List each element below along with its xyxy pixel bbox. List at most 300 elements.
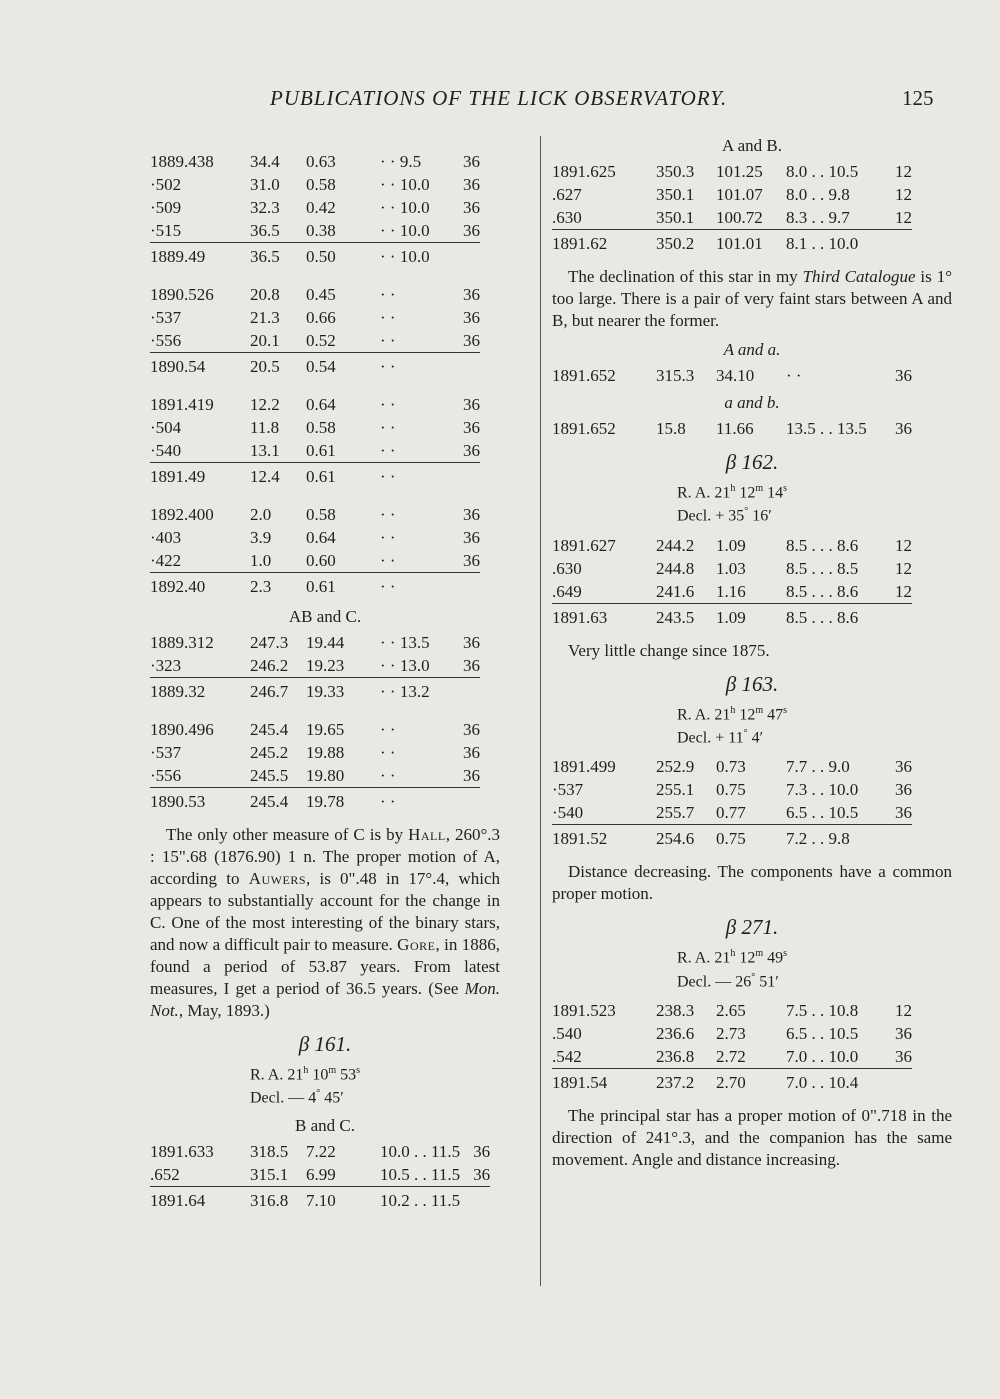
cell-dist: 7.10 xyxy=(306,1186,380,1215)
table-row xyxy=(552,206,912,230)
unit: h xyxy=(730,483,736,494)
cell-angle: 246.7 xyxy=(250,678,306,707)
table-row xyxy=(150,393,480,416)
cell-date: 1889.49 xyxy=(150,243,250,272)
page-number: 125 xyxy=(902,86,934,110)
cell-angle: 245.4 xyxy=(250,720,289,739)
ra-minutes: 12 xyxy=(739,705,756,723)
dec-minutes: 16′ xyxy=(752,507,772,525)
cell-date: 1890.526 xyxy=(150,285,214,304)
cell-angle: 350.2 xyxy=(656,230,716,259)
cell-ap: 36 xyxy=(895,1023,912,1043)
ra-minutes: 12 xyxy=(739,949,756,967)
cell-mag: · · xyxy=(380,551,396,570)
cell-angle: 315.3 xyxy=(656,366,695,385)
cell-dist: 0.58 xyxy=(306,175,336,194)
cell-ap xyxy=(882,825,912,854)
table-row xyxy=(150,654,480,678)
cell-ap xyxy=(450,573,480,602)
cell-dist: 0.75 xyxy=(716,780,746,800)
right-ascension xyxy=(677,479,827,502)
text: is 1° too large. There is a pair of very faint stars between A and B, but nearer the former. xyxy=(552,267,952,330)
cell-dist: 0.61 xyxy=(306,573,380,602)
cell-dist: 0.66 xyxy=(306,308,336,327)
beta-162-position xyxy=(677,479,827,526)
third-catalogue: Third Catalogue xyxy=(802,267,916,286)
measures-table-beta-161 xyxy=(150,1140,490,1215)
cell-mag: · · xyxy=(380,463,450,492)
table-row xyxy=(150,718,480,741)
cell-mag: · · xyxy=(380,353,450,382)
cell-angle: 350.3 xyxy=(656,162,695,181)
cell-date: 1891.64 xyxy=(150,1186,250,1215)
dec-minutes: 51′ xyxy=(759,972,779,990)
cell-dist: 0.63 xyxy=(306,152,336,171)
cell-angle: 236.8 xyxy=(656,1046,695,1066)
table-row xyxy=(150,526,480,549)
cell-date: .652 xyxy=(150,1164,180,1184)
cell-mag: 7.0 . . 10.0 xyxy=(786,1046,859,1066)
dec-degrees: Decl. + 35 xyxy=(677,507,745,525)
beta-271-note: The principal star has a proper motion of 0".718 in the direction of 241°.3, and the companion has the same movement. Angle and distance increasing. xyxy=(552,1105,952,1169)
cell-dist: 0.75 xyxy=(716,825,786,854)
cell-dist: 101.01 xyxy=(716,230,786,259)
cell-mag: 8.0 . . 10.5 xyxy=(786,162,859,181)
cell-ap: 36 xyxy=(463,766,480,785)
measures-table-ab xyxy=(150,150,480,601)
table-row xyxy=(150,219,480,243)
cell-date: 1891.633 xyxy=(150,1141,214,1161)
cell-angle: 244.2 xyxy=(656,535,695,555)
table-row xyxy=(552,534,912,557)
cell-date: 1892.400 xyxy=(150,505,214,524)
cell-angle: 252.9 xyxy=(656,757,695,777)
beta-163-note: Distance decreasing. The components have a common proper motion. xyxy=(552,862,952,904)
mean-row xyxy=(552,825,912,854)
cell-dist: 0.64 xyxy=(306,528,336,547)
cell-angle: 1.0 xyxy=(250,551,272,570)
table-row xyxy=(552,557,912,580)
cell-mag: · · 9.5 xyxy=(380,152,422,171)
unit: s xyxy=(783,948,788,960)
cell-angle: 243.5 xyxy=(656,603,716,632)
name-auwers: Auwers xyxy=(248,869,306,888)
cell-ap: 36 xyxy=(463,505,480,524)
cell-date: 1890.496 xyxy=(150,720,214,739)
cell-angle: 12.2 xyxy=(250,395,280,414)
a-and-a-heading: A and a. xyxy=(723,340,781,359)
text: , 260°.3 : 15".68 (1876.90) 1 n. The proper motion of A, according to xyxy=(150,825,500,888)
cell-ap: 36 xyxy=(463,656,480,675)
cell-ap: 36 xyxy=(463,331,480,350)
cell-date: ·540 xyxy=(552,803,584,823)
cell-mag: · · 13.0 xyxy=(380,656,430,675)
ra-seconds: 53 xyxy=(340,1066,357,1084)
dec-minutes: 4′ xyxy=(751,729,764,747)
measures-table-beta-163 xyxy=(552,755,912,853)
cell-angle: 254.6 xyxy=(656,825,716,854)
paragraph-c-measures xyxy=(150,824,500,1022)
cell-angle: 238.3 xyxy=(656,1000,695,1020)
measures-table-beta-162 xyxy=(552,534,912,632)
cell-date: ·556 xyxy=(150,331,182,350)
cell-mag: · · xyxy=(380,285,396,304)
mean-row xyxy=(552,603,912,632)
b-and-c-heading: B and C. xyxy=(295,1115,355,1135)
cell-date: 1890.54 xyxy=(150,353,250,382)
cell-ap: 36 xyxy=(463,221,480,240)
cell-mag: · · xyxy=(380,308,396,327)
cell-mag: · · 10.0 xyxy=(380,243,450,272)
cell-date: 1891.63 xyxy=(552,603,656,632)
cell-mag: · · 13.2 xyxy=(380,678,450,707)
dec-degrees: Decl. + 11 xyxy=(677,729,744,747)
table-row xyxy=(552,999,912,1022)
cell-dist: 1.16 xyxy=(716,581,746,601)
table-row xyxy=(150,439,480,463)
cell-ap: 36 xyxy=(895,780,912,800)
cell-angle: 315.1 xyxy=(250,1164,289,1184)
unit: ° xyxy=(751,971,756,983)
cell-dist: 2.70 xyxy=(716,1068,786,1097)
cell-date: 1891.499 xyxy=(552,757,616,777)
cell-mag: 8.5 . . . 8.6 xyxy=(786,535,859,555)
table-row xyxy=(150,196,480,219)
cell-dist: 101.25 xyxy=(716,162,763,181)
cell-date: 1891.652 xyxy=(552,419,616,438)
cell-mag: · · xyxy=(380,743,396,762)
mean-row xyxy=(150,573,480,602)
text: The declination of this star in my xyxy=(568,267,803,286)
right-column xyxy=(552,130,952,1179)
cell-dist: 0.50 xyxy=(306,243,380,272)
cell-angle: 247.3 xyxy=(250,633,289,652)
cell-ap: 12 xyxy=(895,208,912,227)
cell-angle: 20.8 xyxy=(250,285,280,304)
measures-table-beta-271 xyxy=(552,999,912,1097)
cell-angle: 318.5 xyxy=(250,1141,289,1161)
cell-ap: 36 xyxy=(473,1164,491,1184)
beta-161-position xyxy=(250,1061,400,1108)
cell-ap: 36 xyxy=(895,419,912,438)
cell-date: ·509 xyxy=(150,198,182,217)
cell-dist: 19.23 xyxy=(306,656,345,675)
row-gap xyxy=(150,381,480,393)
cell-ap: 12 xyxy=(895,162,912,181)
cell-date: 1890.53 xyxy=(150,788,250,817)
cell-mag: 10.0 . . 11.5 xyxy=(380,1141,461,1161)
cell-dist: 2.72 xyxy=(716,1046,746,1066)
cell-ap: 36 xyxy=(895,366,912,385)
cell-dist: 1.03 xyxy=(716,558,746,578)
row-gap xyxy=(150,491,480,503)
table-row xyxy=(150,329,480,353)
cell-date: ·504 xyxy=(150,418,182,437)
beta-271-position xyxy=(677,944,827,991)
table-row xyxy=(150,1140,490,1163)
cell-dist: 0.54 xyxy=(306,353,380,382)
ra-hours: R. A. 21 xyxy=(677,705,731,723)
cell-date: ·403 xyxy=(150,528,182,547)
ra-minutes: 12 xyxy=(739,484,756,502)
cell-dist: 6.99 xyxy=(306,1164,336,1184)
cell-ap: 36 xyxy=(895,803,912,823)
cell-date: .540 xyxy=(552,1023,582,1043)
cell-mag: · · xyxy=(380,441,396,460)
cell-dist: 19.78 xyxy=(306,788,380,817)
cell-date: .649 xyxy=(552,581,582,601)
cell-dist: 34.10 xyxy=(716,366,755,385)
declination xyxy=(250,1084,400,1107)
cell-ap: 36 xyxy=(895,757,912,777)
table-row xyxy=(150,631,480,654)
ab-and-c-heading: AB and C. xyxy=(288,607,362,626)
cell-dist: 19.88 xyxy=(306,743,345,762)
cell-mag: 10.2 . . 11.5 xyxy=(380,1186,460,1215)
cell-mag: 7.2 . . 9.8 xyxy=(786,825,882,854)
a-and-b-heading: A and B. xyxy=(722,136,782,155)
cell-angle: 2.3 xyxy=(250,573,306,602)
table-row xyxy=(150,283,480,306)
text: The only other measure of C is by xyxy=(166,825,409,844)
cell-mag: · · xyxy=(380,528,396,547)
cell-angle: 255.7 xyxy=(656,803,695,823)
right-ascension xyxy=(677,701,827,724)
journal-mon-not: Mon. Not. xyxy=(150,979,500,1020)
cell-ap: 36 xyxy=(463,743,480,762)
running-title: PUBLICATIONS OF THE LICK OBSERVATORY. xyxy=(270,86,728,110)
cell-mag: 8.1 . . 10.0 xyxy=(786,230,882,259)
table-row xyxy=(552,1045,912,1069)
cell-date: 1889.32 xyxy=(150,678,250,707)
cell-dist: 101.07 xyxy=(716,185,763,204)
beta-162-title: β 162. xyxy=(725,450,779,474)
cell-date: ·556 xyxy=(150,766,182,785)
cell-ap: 36 xyxy=(463,152,480,171)
cell-dist: 19.44 xyxy=(306,633,345,652)
unit: h xyxy=(730,704,736,716)
cell-date: ·515 xyxy=(150,221,182,240)
cell-mag: · · xyxy=(380,788,450,817)
cell-dist: 0.61 xyxy=(306,441,336,460)
cell-angle: 31.0 xyxy=(250,175,280,194)
beta-163-title: β 163. xyxy=(725,671,779,696)
cell-date: ·537 xyxy=(150,743,182,762)
cell-date: 1891.652 xyxy=(552,366,616,385)
cell-ap: 36 xyxy=(463,528,480,547)
cell-mag: · · xyxy=(380,720,396,739)
unit: h xyxy=(730,948,736,960)
cell-angle: 316.8 xyxy=(250,1186,306,1215)
cell-angle: 245.4 xyxy=(250,788,306,817)
table-row xyxy=(552,160,912,183)
cell-ap xyxy=(882,603,912,632)
cell-ap: 36 xyxy=(463,720,480,739)
cell-angle: 350.1 xyxy=(656,185,695,204)
cell-date: 1891.419 xyxy=(150,395,214,414)
cell-ap: 36 xyxy=(473,1141,491,1161)
text: , in 1886, found a period of 53.87 years. From latest measures, I get a period of 36.5 years. (See xyxy=(150,935,500,998)
cell-dist: 1.09 xyxy=(716,603,786,632)
cell-angle: 244.8 xyxy=(656,558,695,578)
cell-date: 1891.62 xyxy=(552,230,656,259)
cell-ap: 12 xyxy=(895,581,912,601)
cell-ap: 36 xyxy=(463,175,480,194)
cell-angle: 20.5 xyxy=(250,353,306,382)
beta-163-position xyxy=(677,701,827,748)
cell-ap xyxy=(450,788,480,817)
cell-mag: · · xyxy=(380,395,396,414)
dec-minutes: 45′ xyxy=(324,1089,344,1107)
beta-162-note: Very little change since 1875. xyxy=(568,640,770,660)
cell-dist: 19.65 xyxy=(306,720,345,739)
table-row xyxy=(552,417,912,440)
cell-ap: 12 xyxy=(895,185,912,204)
mean-row xyxy=(552,1068,912,1097)
cell-dist: 2.65 xyxy=(716,1000,746,1020)
cell-date: ·422 xyxy=(150,551,182,570)
cell-date: ·537 xyxy=(552,780,584,800)
cell-mag: 7.5 . . 10.8 xyxy=(786,1000,859,1020)
cell-mag: · · xyxy=(786,366,802,385)
table-row xyxy=(150,503,480,526)
cell-angle: 237.2 xyxy=(656,1068,716,1097)
ra-hours: R. A. 21 xyxy=(250,1066,304,1084)
cell-ap: 36 xyxy=(463,633,480,652)
ra-seconds: 47 xyxy=(767,705,784,723)
mean-row xyxy=(150,788,480,817)
unit: m xyxy=(755,483,764,494)
cell-ap xyxy=(882,1068,912,1097)
cell-ap: 36 xyxy=(463,418,480,437)
cell-mag: · · 10.0 xyxy=(380,175,430,194)
cell-date: 1891.523 xyxy=(552,1000,616,1020)
cell-dist: 11.66 xyxy=(716,419,754,438)
cell-dist: 2.73 xyxy=(716,1023,746,1043)
cell-dist: 0.73 xyxy=(716,757,746,777)
table-row xyxy=(150,306,480,329)
unit: ° xyxy=(744,506,749,518)
dec-degrees: Decl. — 26 xyxy=(677,972,752,990)
column-divider xyxy=(540,136,541,1286)
cell-dist: 0.60 xyxy=(306,551,336,570)
table-row xyxy=(150,741,480,764)
row-gap xyxy=(150,706,480,718)
dec-degrees: Decl. — 4 xyxy=(250,1089,317,1107)
cell-dist: 0.77 xyxy=(716,803,746,823)
cell-angle: 11.8 xyxy=(250,418,280,437)
cell-mag: · · xyxy=(380,418,396,437)
cell-date: ·502 xyxy=(150,175,182,194)
name-hall: Hall xyxy=(408,825,446,844)
table-row xyxy=(150,150,480,173)
text: , is 0".48 in 17°.4, which appears to substantially account for the change in C. One of the most interesting of the binary stars, and now a difficult pair to measure. xyxy=(150,869,500,954)
cell-dist: 0.64 xyxy=(306,395,336,414)
beta-271-title: β 271. xyxy=(725,915,779,940)
cell-ap: 12 xyxy=(895,1000,912,1020)
unit: h xyxy=(303,1065,309,1076)
row-gap xyxy=(150,271,480,283)
cell-date: 1889.438 xyxy=(150,152,214,171)
declination xyxy=(677,502,827,525)
cell-dist: 0.38 xyxy=(306,221,336,240)
declination xyxy=(677,724,827,747)
cell-ap: 36 xyxy=(895,1046,912,1066)
mean-row xyxy=(552,230,912,259)
cell-angle: 15.8 xyxy=(656,419,686,438)
cell-mag: 8.3 . . 9.7 xyxy=(786,208,850,227)
cell-angle: 32.3 xyxy=(250,198,280,217)
cell-mag: 13.5 . . 13.5 xyxy=(786,419,867,438)
cell-dist: 0.42 xyxy=(306,198,336,217)
cell-mag: 7.0 . . 10.4 xyxy=(786,1068,882,1097)
mean-row xyxy=(150,678,480,707)
table-row xyxy=(552,580,912,604)
cell-ap: 36 xyxy=(463,551,480,570)
right-ascension xyxy=(677,944,827,967)
cell-date: 1892.40 xyxy=(150,573,250,602)
cell-mag: · · 10.0 xyxy=(380,198,430,217)
unit: m xyxy=(755,948,764,960)
cell-mag: 6.5 . . 10.5 xyxy=(786,803,859,823)
cell-mag: 8.5 . . . 8.5 xyxy=(786,558,859,578)
cell-date: 1891.54 xyxy=(552,1068,656,1097)
cell-ap: 36 xyxy=(463,395,480,414)
cell-date: 1891.625 xyxy=(552,162,616,181)
text: , May, 1893.) xyxy=(178,1001,270,1020)
cell-date: .542 xyxy=(552,1046,582,1066)
table-row xyxy=(552,183,912,206)
unit: s xyxy=(783,704,788,716)
table-row xyxy=(150,416,480,439)
cell-angle: 13.1 xyxy=(250,441,280,460)
table-row xyxy=(552,778,912,801)
cell-mag: 8.0 . . 9.8 xyxy=(786,185,850,204)
cell-mag: · · xyxy=(380,766,396,785)
cell-angle: 3.9 xyxy=(250,528,272,547)
cell-ap xyxy=(460,1186,490,1215)
cell-dist: 100.72 xyxy=(716,208,763,227)
cell-mag: 6.5 . . 10.5 xyxy=(786,1023,859,1043)
cell-angle: 36.5 xyxy=(250,243,306,272)
unit: s xyxy=(783,483,788,494)
mean-row xyxy=(150,1186,490,1215)
table-row xyxy=(552,755,912,778)
cell-ap xyxy=(450,678,480,707)
cell-date: 1891.627 xyxy=(552,535,616,555)
cell-ap: 12 xyxy=(895,558,912,578)
cell-mag: 10.5 . . 11.5 xyxy=(380,1164,461,1184)
right-ascension xyxy=(250,1061,400,1084)
cell-dist: 0.45 xyxy=(306,285,336,304)
cell-date: .630 xyxy=(552,558,582,578)
cell-date: 1891.49 xyxy=(150,463,250,492)
cell-ap xyxy=(450,353,480,382)
declination xyxy=(677,968,827,991)
unit: s xyxy=(356,1065,361,1076)
mean-row xyxy=(150,463,480,492)
ra-minutes: 10 xyxy=(312,1066,329,1084)
paragraph-declination xyxy=(552,266,952,332)
table-row xyxy=(150,173,480,196)
cell-ap xyxy=(882,230,912,259)
cell-angle: 245.5 xyxy=(250,766,289,785)
cell-date: .627 xyxy=(552,185,582,204)
cell-dist: 0.61 xyxy=(306,463,380,492)
measures-table-a-b-small xyxy=(552,417,912,440)
cell-ap: 36 xyxy=(463,285,480,304)
cell-ap: 36 xyxy=(463,308,480,327)
